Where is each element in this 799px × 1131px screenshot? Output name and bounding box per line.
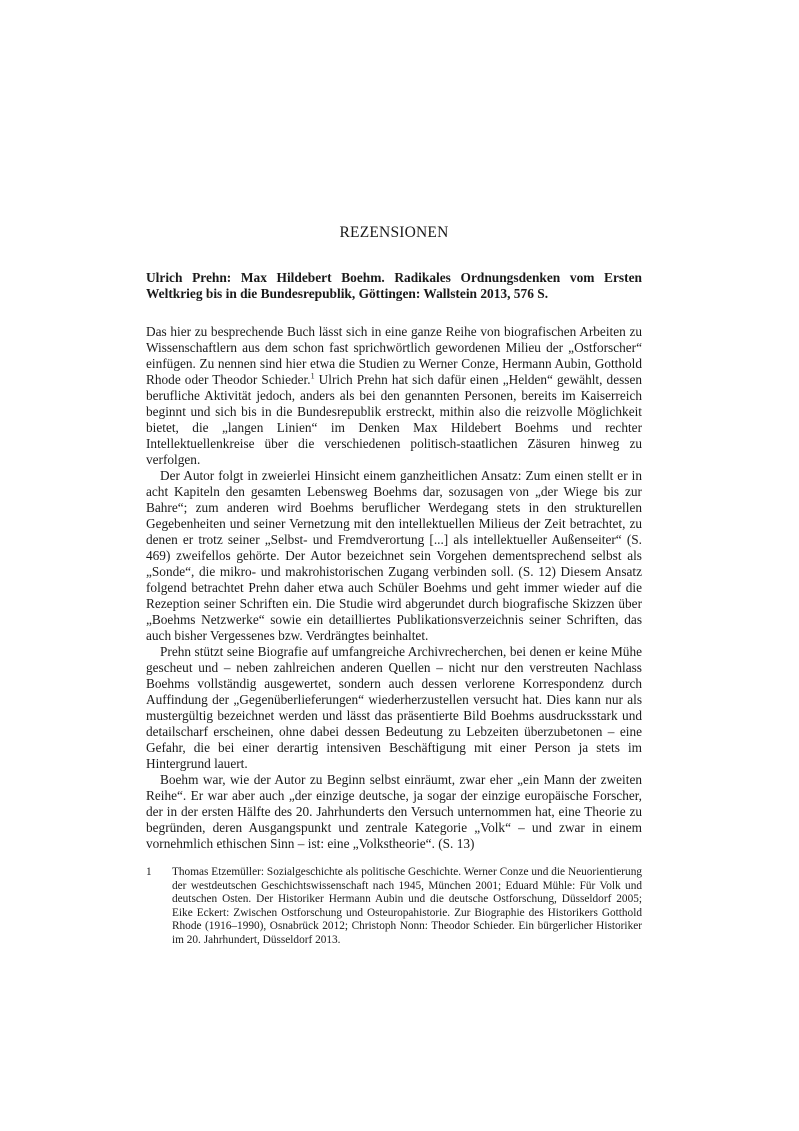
review-body	[146, 324, 642, 852]
section-title: REZENSIONEN	[339, 224, 449, 241]
paragraph-1	[146, 324, 642, 468]
footnote-reference: 1	[310, 371, 315, 381]
paragraph-3: Prehn stützt seine Biografie auf umfangreiche Archivrecherchen, bei denen er keine Mühe gescheut und – neben zahlreichen anderen Quellen – nicht nur den verstreuten Nachlass Boehms vollständig ausgewertet, sondern auch dessen verlorene Korrespondenz durch Auffindung der „Gegenüberlieferungen“ wiederherzustellen versucht hat. Dies kann nur als mustergültig bezeichnet werden und lässt das präsentierte Bild Boehms ausdrucksstark und detailscharf erscheinen, ohne dabei dessen Bedeutung zu Lebzeiten überzubetonen – eine Gefahr, die bei einer derartig intensiven Beschäftigung mit einer Person ja stets im Hintergrund lauert.	[146, 644, 642, 771]
paragraph-1-text-b: Ulrich Prehn hat sich dafür einen „Helden“ gewählt, dessen berufliche Aktivität jedoch, anders als bei den genannten Personen, bereits im Kaiserreich beginnt und sich bis in die Bundesrepublik erstreckt, mithin also die reizvolle Möglichkeit bietet, die „langen Linien“ im Denken Max Hildebert Boehms und rechter Intellektuellenkreise über die verschiedenen politisch-staatlichen Zäsuren hinweg zu verfolgen.	[146, 372, 643, 467]
footnote-text: Thomas Etzemüller: Sozialgeschichte als politische Geschichte. Werner Conze und die Neuorientierung der westdeutschen Geschichtswissenschaft nach 1945, München 2001; Eduard Mühle: Für Volk und deutschen Osten. Der Historiker Hermann Aubin und die deutsche Ostforschung, Düsseldorf 2005; Eike Eckert: Zwischen Ostforschung und Osteuropahistorie. Zur Biographie des Historikers Gotthold Rhode (1916–1990), Osnabrück 2012; Christoph Nonn: Theodor Schieder. Ein bürgerlicher Historiker im 20. Jahrhundert, Düsseldorf 2013.	[172, 866, 642, 946]
footnote-number: 1	[146, 866, 152, 878]
paragraph-1-text-a: Das hier zu besprechende Buch lässt sich in eine ganze Reihe von biografischen Arbeiten zu Wissenschaftlern aus dem schon fast sprichwörtlich gewordenen Milieu der „Ostforscher“ einfügen. Zu nennen sind hier etwa die Studien zu Werner Conze, Hermann Aubin, Gotthold Rhode oder Theodor Schieder.	[146, 324, 642, 387]
paragraph-4: Boehm war, wie der Autor zu Beginn selbst einräumt, zwar eher „ein Mann der zweiten Reihe“. Er war aber auch „der einzige deutsche, ja sogar der einzige europäische Forscher, der in der ersten Hälfte des 20. Jahrhunderts den Versuch unternommen hat, eine Theorie zu begründen, deren Ausgangspunkt und zentrale Kategorie „Volk“ – und zwar in einem vornehmlich ethischen Sinn – ist: eine „Volkstheorie“. (S. 13)	[146, 772, 642, 851]
review-citation: Ulrich Prehn: Max Hildebert Boehm. Radikales Ordnungsdenken vom Ersten Weltkrieg bis in die Bundesrepublik, Göttingen: Wallstein 2013, 576 S.	[146, 270, 642, 301]
paragraph-2: Der Autor folgt in zweierlei Hinsicht einem ganzheitlichen Ansatz: Zum einen stellt er in acht Kapiteln den gesamten Lebensweg Boehms dar, sozusagen von „der Wiege bis zur Bahre“; zum anderen wird Boehms beruflicher Werdegang stets in den strukturellen Gegebenheiten und seiner Vernetzung mit den intellektuellen Milieus der Zeit betrachtet, zu denen er trotz seiner „Selbst- und Fremdverortung [...] als intellektueller Außenseiter“ (S. 469) zweifellos gehörte. Der Autor bezeichnet sein Vorgehen dementsprechend selbst als „Sonde“, die mikro- und makrohistorischen Zugang verbinden soll. (S. 12) Diesem Ansatz folgend betrachtet Prehn daher etwa auch Schüler Boehms und geht immer wieder auf die Rezeption seiner Schriften ein. Die Studie wird abgerundet durch biografische Skizzen über „Boehms Netzwerke“ sowie ein detailliertes Publikationsverzeichnis seiner Schriften, das auch bisher Vergessenes bzw. Verdrängtes beinhaltet.	[146, 468, 642, 643]
footnote-1	[146, 866, 642, 947]
